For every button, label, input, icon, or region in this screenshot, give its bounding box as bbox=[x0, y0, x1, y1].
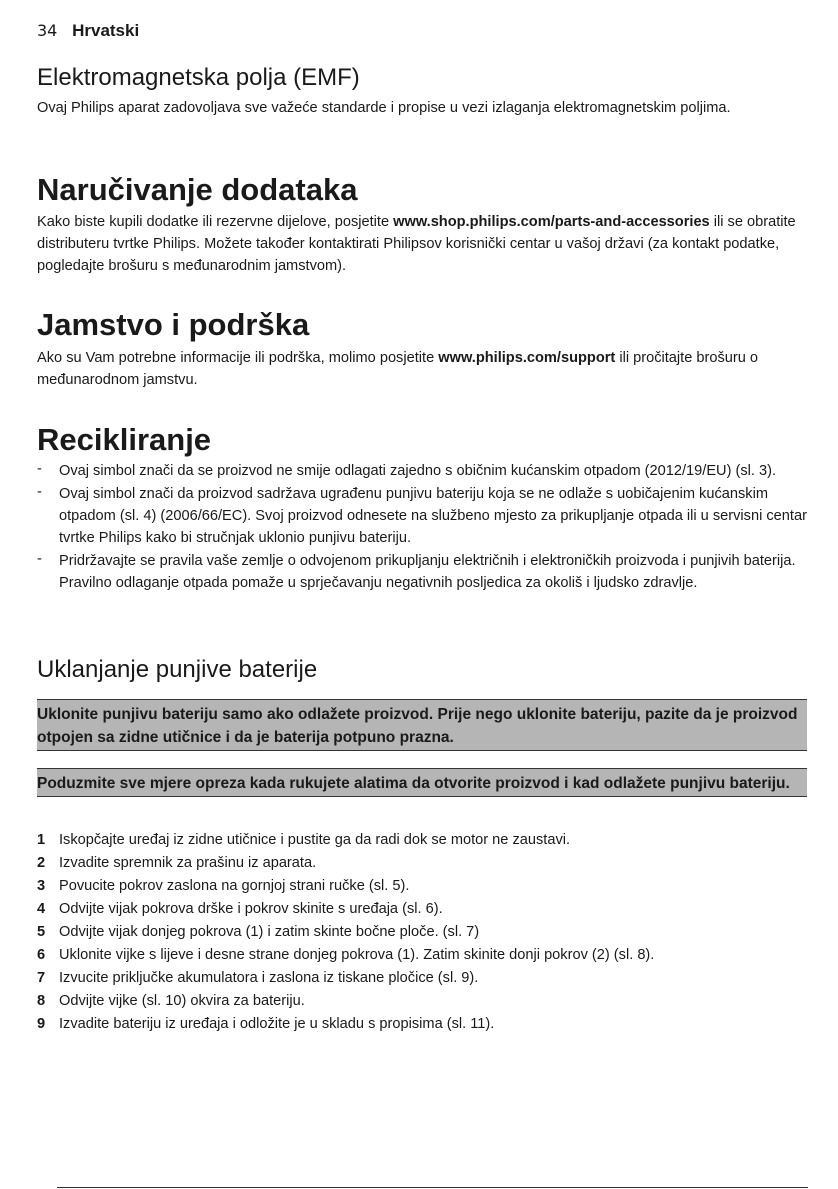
warning-box-2: Poduzmite sve mjere opreza kada rukujete alatima da otvorite proizvod i kad odlažete punjivu bateriju. bbox=[37, 768, 807, 797]
support-text: Ako su Vam potrebne informacije ili podrška, molimo posjetite www.philips.com/support ili pročitajte brošuru o međunarodnom jamstvu. bbox=[37, 350, 759, 388]
emf-text: Ovaj Philips aparat zadovoljava sve važeće standarde i propise u vezi izlaganja elektromagnetskim poljima. bbox=[37, 100, 731, 116]
ordering-text: Kako biste kupili dodatke ili rezervne dijelove, posjetite www.shop.philips.com/parts-and-accessories ili se obratite distributeru tvrtke Philips. Možete također kontaktirati Philipsov korisnički centar u vašoj državi (za kontakt podatke, pogledajte brošuru s međunarodnim jamstvom). bbox=[37, 214, 796, 274]
shop-link[interactable]: www.shop.philips.com/parts-and-accessories bbox=[393, 214, 710, 230]
language-label: Hrvatski bbox=[72, 21, 140, 40]
recycling-list bbox=[37, 460, 809, 595]
list-item: - Ovaj simbol znači da se proizvod ne smije odlagati zajedno s običnim kućanskim otpadom (2012/19/EU) (sl. 3). bbox=[37, 461, 777, 479]
list-item: - Ovaj simbol znači da proizvod sadržava ugrađenu punjivu bateriju koja se ne odlaže s uobičajenim kućanskim otpadom (sl. 4) (2006/66/EC). Svoj proizvod odnesete na službeno mjesto za prikupljanje otpada ili u servisni centar tvrtke Philips kako bi stručnjak uklonio punjivu bateriju. bbox=[37, 484, 807, 546]
support-heading: Jamstvo i podrška bbox=[37, 307, 310, 342]
step-item: 4 Odvijte vijak pokrova drške i pokrov skinite s uređaja (sl. 6). bbox=[37, 901, 443, 917]
list-item: - Pridržavajte se pravila vaše zemlje o odvojenom prikupljanju električnih i elektroničkih proizvoda i punjivih baterija. Pravilno odlaganje otpada pomaže u sprječavanju negativnih posljedica za okoliš i ljudsko zdravlje. bbox=[37, 551, 796, 591]
recycling-heading: Recikliranje bbox=[37, 422, 212, 457]
removal-steps bbox=[37, 829, 809, 1036]
page-number: 34 bbox=[37, 21, 58, 40]
step-item: 2 Izvadite spremnik za prašinu iz aparata. bbox=[37, 855, 317, 871]
step-item: 7 Izvucite priključke akumulatora i zaslona iz tiskane pločice (sl. 9). bbox=[37, 970, 479, 986]
page-header bbox=[37, 21, 139, 41]
step-item: 5 Odvijte vijak donjeg pokrova (1) i zatim skinte bočne ploče. (sl. 7) bbox=[37, 924, 480, 940]
step-item: 9 Izvadite bateriju iz uređaja i odložite je u skladu s propisima (sl. 11). bbox=[37, 1016, 495, 1032]
ordering-heading: Naručivanje dodataka bbox=[37, 172, 358, 207]
step-item: 1 Iskopčajte uređaj iz zidne utičnice i pustite ga da radi dok se motor ne zaustavi. bbox=[37, 832, 571, 848]
warning-box-1: Uklonite punjivu bateriju samo ako odlažete proizvod. Prije nego uklonite bateriju, pazite da je proizvod otpojen sa zidne utičnice i da je baterija potpuno prazna. bbox=[37, 699, 807, 751]
support-link[interactable]: www.philips.com/support bbox=[438, 350, 616, 366]
battery-removal-heading: Uklanjanje punjive baterije bbox=[37, 656, 318, 683]
step-item: 8 Odvijte vijke (sl. 10) okvira za bateriju. bbox=[37, 993, 305, 1009]
emf-heading: Elektromagnetska polja (EMF) bbox=[37, 64, 360, 91]
step-item: 3 Povucite pokrov zaslona na gornjoj strani ručke (sl. 5). bbox=[37, 878, 410, 894]
step-item: 6 Uklonite vijke s lijeve i desne strane donjeg pokrova (1). Zatim skinite donji pokrov (2) (sl. 8). bbox=[37, 947, 655, 963]
footer-divider bbox=[57, 1187, 808, 1188]
